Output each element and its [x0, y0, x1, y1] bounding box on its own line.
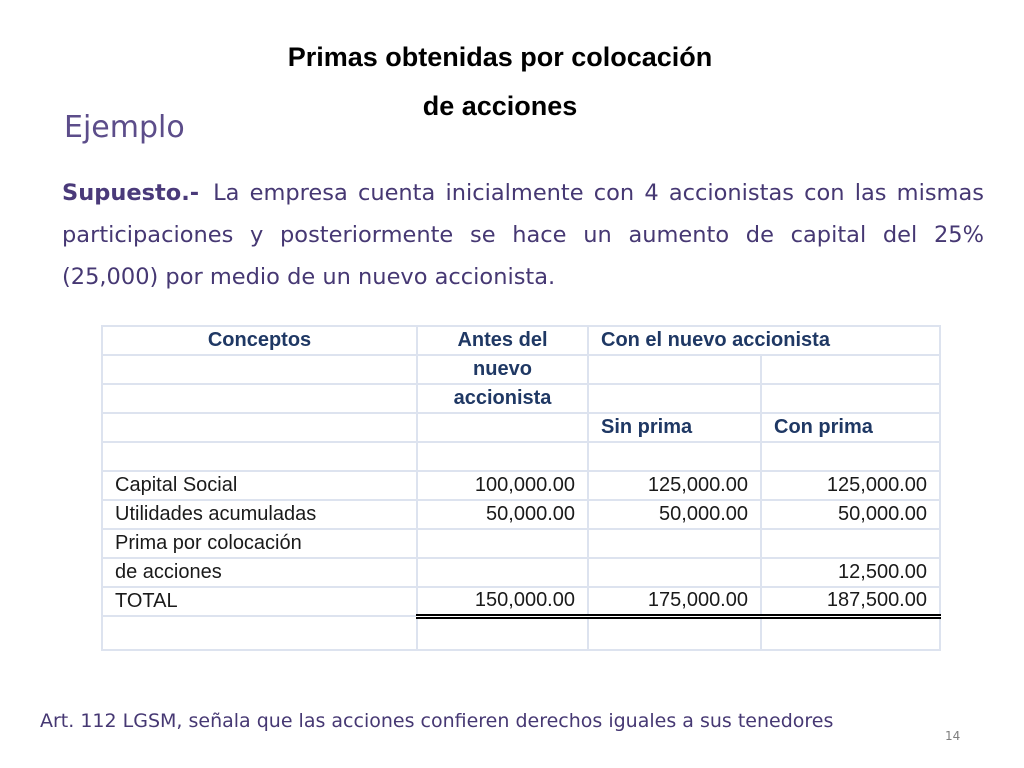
slide-title-line-1: Primas obtenidas por colocación [287, 42, 713, 72]
table-cell [761, 384, 940, 413]
row-sin-prima: 125,000.00 [588, 471, 761, 500]
section-heading: Ejemplo [64, 110, 185, 145]
row-con-prima: 187,500.00 [761, 587, 940, 616]
row-concepto: Prima por colocación [102, 529, 417, 558]
table-total-row [102, 587, 940, 616]
header-antes-line-3: accionista [417, 384, 588, 413]
header-con-nuevo-accionista: Con el nuevo accionista [588, 326, 940, 355]
table-cell [102, 413, 417, 442]
row-concepto: de acciones [102, 558, 417, 587]
table-cell [102, 442, 417, 471]
row-sin-prima [588, 529, 761, 558]
header-sin-prima: Sin prima [588, 413, 761, 442]
table-row [102, 500, 940, 529]
table-cell [761, 355, 940, 384]
header-antes-line-2: nuevo [417, 355, 588, 384]
row-sin-prima: 50,000.00 [588, 500, 761, 529]
row-sin-prima: 175,000.00 [588, 587, 761, 616]
row-concepto: TOTAL [102, 587, 417, 616]
table-cell [761, 616, 940, 650]
row-concepto: Capital Social [102, 471, 417, 500]
row-con-prima: 125,000.00 [761, 471, 940, 500]
body-paragraph [62, 172, 984, 298]
row-con-prima: 50,000.00 [761, 500, 940, 529]
row-antes: 100,000.00 [417, 471, 588, 500]
table-cell [102, 616, 417, 650]
body-lead: Supuesto.- [62, 180, 200, 206]
footer-note: Art. 112 LGSM, señala que las acciones confieren derechos iguales a sus tenedores [40, 710, 834, 732]
table-cell [102, 355, 417, 384]
header-conceptos: Conceptos [102, 326, 417, 355]
row-con-prima: 12,500.00 [761, 558, 940, 587]
row-antes: 150,000.00 [417, 587, 588, 616]
table-header-row [102, 355, 940, 384]
row-concepto: Utilidades acumuladas [102, 500, 417, 529]
table-cell [588, 616, 761, 650]
table-spacer-row [102, 616, 940, 650]
table-cell [588, 355, 761, 384]
table-header-row [102, 326, 940, 355]
table-header-row [102, 384, 940, 413]
financial-table [101, 325, 941, 651]
table-spacer-row [102, 442, 940, 471]
slide-title-line-2: de acciones [422, 91, 578, 121]
header-con-prima: Con prima [761, 413, 940, 442]
table-cell [102, 384, 417, 413]
table-cell [417, 442, 588, 471]
table-cell [588, 384, 761, 413]
row-antes [417, 529, 588, 558]
table-row [102, 529, 940, 558]
page-number: 14 [945, 729, 961, 743]
table-header-row [102, 413, 940, 442]
table-row [102, 558, 940, 587]
row-sin-prima [588, 558, 761, 587]
row-con-prima [761, 529, 940, 558]
row-antes [417, 558, 588, 587]
row-antes: 50,000.00 [417, 500, 588, 529]
table-cell [417, 413, 588, 442]
body-text: La empresa cuenta inicialmente con 4 accionistas con las mismas participaciones y posteriormente se hace un aumento de capital del 25% (25,000) por medio de un nuevo accionista. [62, 180, 984, 290]
table-row [102, 471, 940, 500]
table-cell [761, 442, 940, 471]
table-cell [417, 616, 588, 650]
table-cell [588, 442, 761, 471]
header-antes-line-1: Antes del [417, 326, 588, 355]
